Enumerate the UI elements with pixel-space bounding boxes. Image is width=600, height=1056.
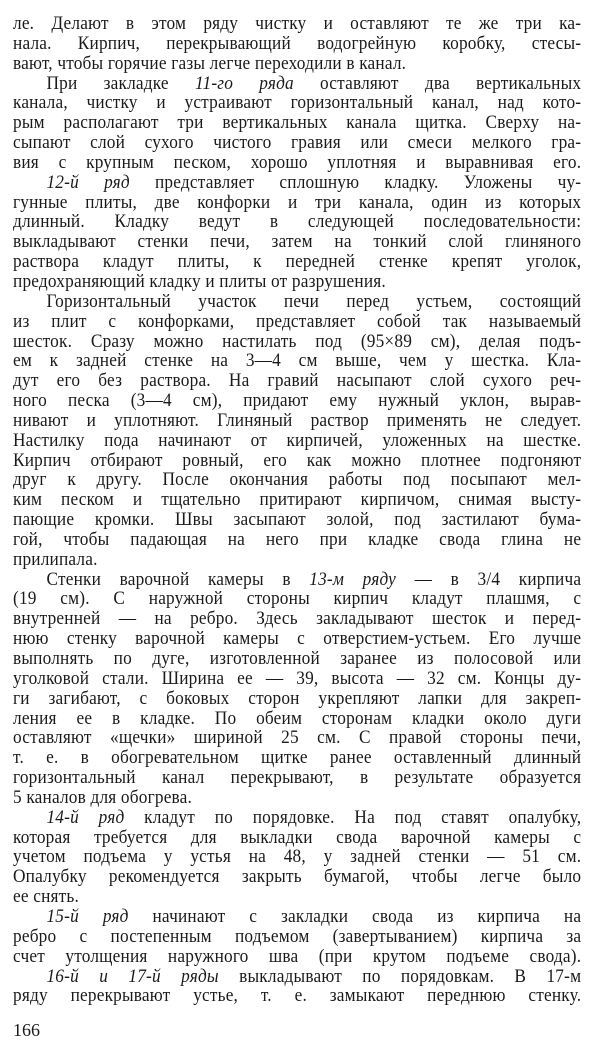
text-line: пающие кромки. Швы засыпают золой, под застилают бума- [13, 509, 582, 531]
book-page-body [13, 14, 581, 1006]
text-line: оставляют «щечки» шириной 25 см. С правой стороны печи, [13, 727, 582, 749]
row-term: 13-м ряду [309, 568, 397, 590]
text-line: раствора кладут плиты, к передней стенке крепят уголок, [13, 251, 582, 273]
row-term: 12-й ряд [46, 171, 130, 193]
text-line: ряду перекрывают устье, т. е. замыкают переднюю стенку. [13, 985, 582, 1007]
text-line: длинный. Кладку ведут в следующей последовательности: [13, 211, 582, 233]
text-line: ги загибают, с боковых сторон укрепляют лапки для закреп- [13, 687, 582, 709]
text-line: выполнять по дуге, изготовленной заранее из полосовой или [13, 648, 582, 669]
text-line: учетом подъема у устья на 48, у задней стенки — 51 см. [13, 846, 582, 868]
text-line: канала, чистку и устраивают горизонтальный канал, над кото- [13, 92, 582, 114]
text-line: ким песком и тщательно притирают кирпичом, снимая высту- [13, 489, 582, 511]
text-line: Настилку пода начинают от кирпичей, уложенных на шестке. [13, 429, 582, 451]
text-line: ребро с постепенным подъемом (завертыванием) кирпича за [13, 925, 582, 947]
text-line: дут его без раствора. На гравий насыпают слой сухого реч- [13, 370, 582, 392]
text-line: нала. Кирпич, перекрывающий водогрейную коробку, стесы- [13, 32, 582, 54]
text-line: ления ее в кладке. По обеим сторонам кладки около дуги [13, 707, 582, 729]
text-line: шесток. Сразу можно настилать под (95×89 см), делая подъ- [13, 330, 582, 352]
page-number: 166 [13, 1020, 40, 1040]
text-line: ем к задней стенке на 3—4 см выше, чем у шестка. Кла- [13, 350, 582, 372]
row-term: 11-го ряда [194, 72, 294, 94]
row-term: 16-й и 17-й ряды [46, 965, 219, 987]
text-line: уголковой стали. Ширина ее — 39, высота — 32 см. Концы ду- [13, 667, 582, 689]
text-line: нивают и уплотняют. Глиняный раствор применять не следует. [13, 409, 582, 431]
text-line: которая требуется для выкладки свода варочной камеры с [13, 826, 582, 848]
text-line: счет утолщения наружного шва (при крутом подъеме свода). [13, 945, 582, 967]
paragraph-start-row-13: Стенки варочной камеры в 13-м ряду — в 3/4 кирпича [46, 568, 582, 590]
text-line: вия с крупным песком, хорошо уплотняя и выравнивая его. [13, 151, 582, 173]
text-line: сыпают слой сухого чистого гравия или смеси мелкого гра- [13, 132, 582, 154]
text-line: ее снять. [13, 886, 80, 908]
paragraph-start-row-16-17: 16-й и 17-й ряды выкладывают по порядовкам. В 17-м [46, 965, 582, 987]
text-line: нюю стенку варочной камеры с отверстием-устьем. Его лучше [13, 628, 582, 650]
text-line: гунные плиты, две конфорки и три канала, один из которых [13, 191, 582, 213]
text-line: горизонтальный канал перекрывают, в результате образуется [13, 767, 582, 789]
text-line: рым располагают три вертикальных канала щитка. Сверху на- [13, 112, 582, 134]
text-line: т. е. в обогревательном щитке ранее оставленный длинный [13, 747, 582, 769]
text-line: Опалубку рекомендуется закрыть бумагой, чтобы легче было [13, 866, 582, 888]
text-line: прилипала. [13, 548, 98, 570]
paragraph-start-row-11: При закладке 11-го ряда оставляют два вертикальных [46, 72, 582, 94]
text-line: гой, чтобы падающая на него при кладке свода глина не [13, 528, 582, 550]
text-line: вают, чтобы горячие газы легче переходили в канал. [13, 52, 407, 74]
text-line: ного песка (3—4 см), придают ему нужный уклон, вырав- [13, 390, 582, 412]
paragraph-start-hearth: Горизонтальный участок печи перед устьем, состоящий [46, 290, 582, 312]
text-line: Кирпич отбирают ровный, его как можно плотнее подгоняют [13, 449, 582, 471]
text-line: (19 см). С наружной стороны кирпич кладут плашмя, с [13, 588, 582, 610]
row-term: 15-й ряд [46, 905, 129, 927]
text-line: из плит с конфорками, представляет собой так называемый [13, 310, 582, 332]
text-line: ле. Делают в этом ряду чистку и оставляют те же три ка- [13, 13, 582, 34]
text-line: предохраняющий кладку и плиты от разрушения. [13, 270, 386, 292]
text-line: выкладывают стенки печи, затем на тонкий слой глиняного [13, 231, 582, 253]
row-term: 14-й ряд [46, 806, 125, 828]
text-line: друг к другу. После окончания работы под посыпают мел- [13, 469, 582, 491]
text-line: внутренней — на ребро. Здесь закладывают шесток и перед- [13, 608, 582, 630]
paragraph-start-row-15: 15-й ряд начинают с закладки свода из кирпича на [46, 905, 582, 927]
paragraph-start-row-12: 12-й ряд представляет сплошную кладку. Уложены чу- [46, 171, 582, 193]
text-line: 5 каналов для обогрева. [13, 786, 193, 808]
paragraph-start-row-14: 14-й ряд кладут по порядовке. На под ставят опалубку, [46, 806, 582, 828]
